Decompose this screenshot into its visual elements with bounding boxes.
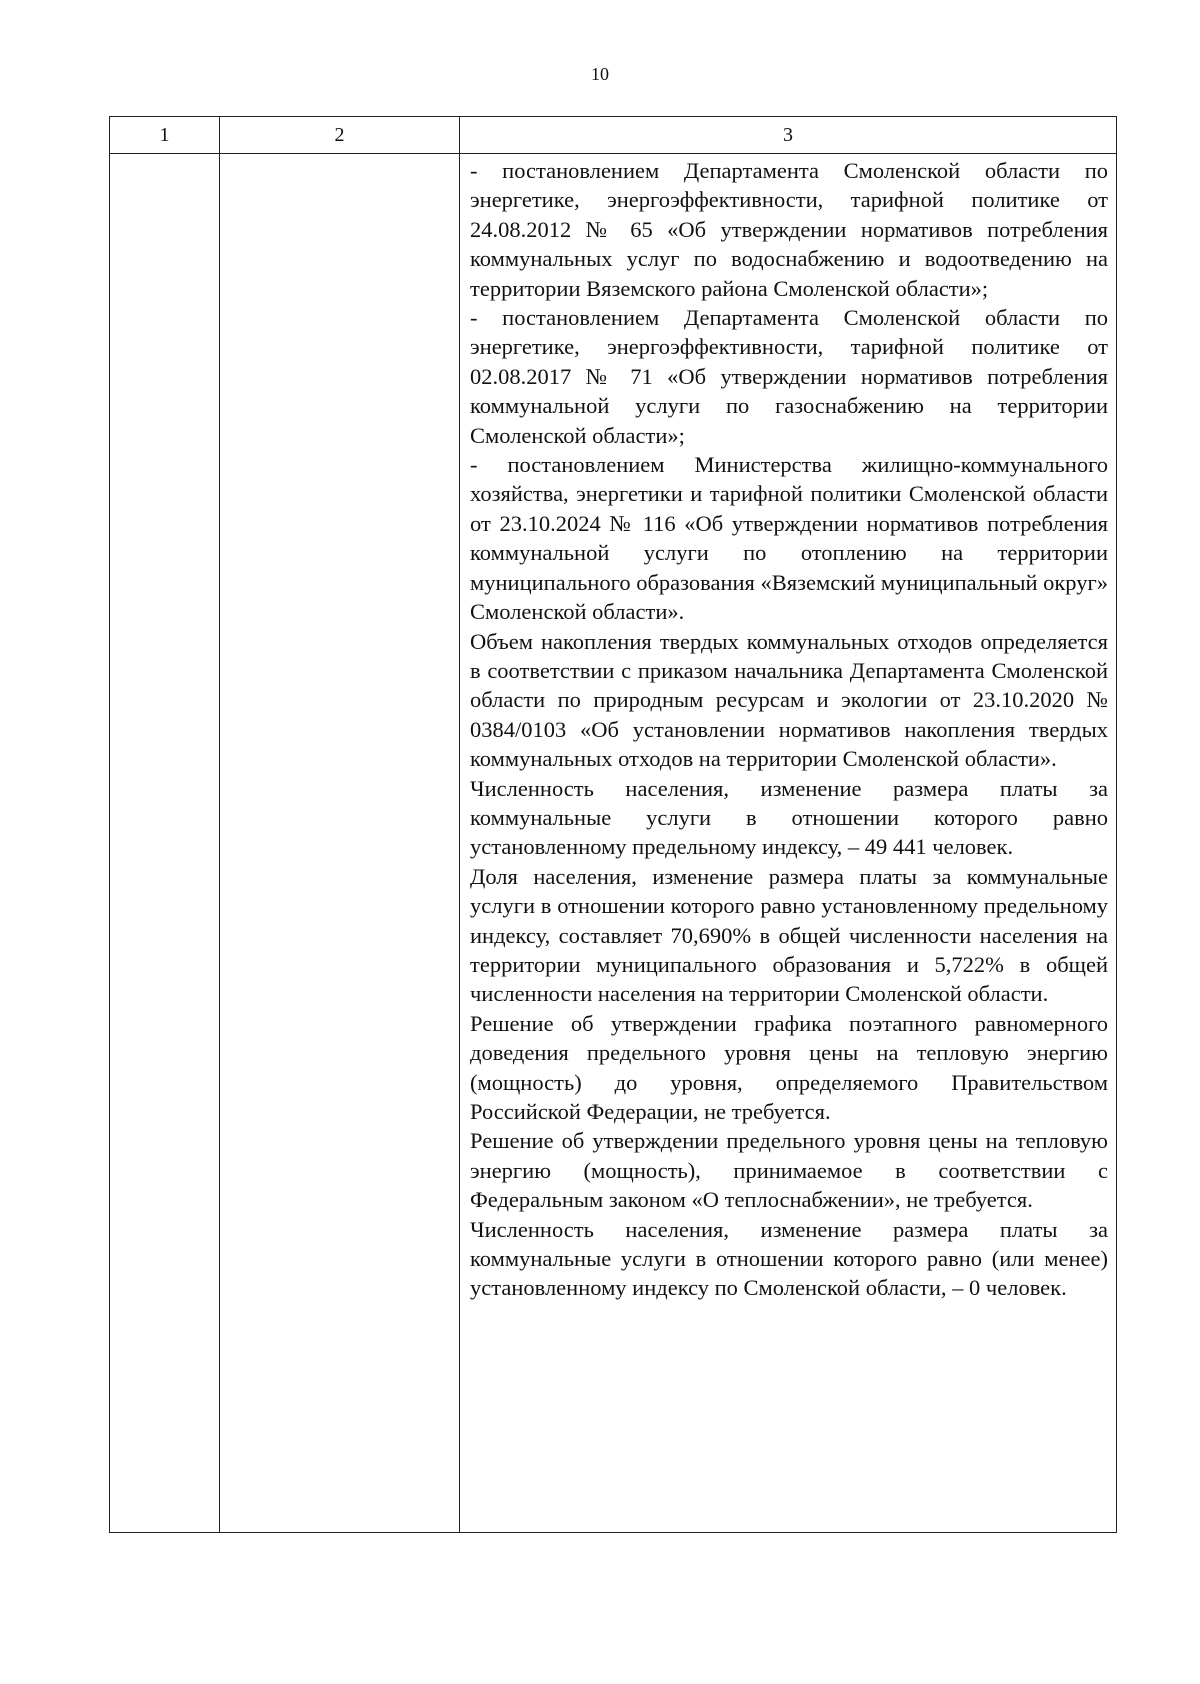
paragraph-resolution-heating: - постановлением Министерства жилищно-коммунального хозяйства, энергетики и тарифной политики Смоленской области от 23.10.2024 № 116 «Об утверждении нормативов потребления коммунальной услуги по отоплению на территории муниципального образования «Вяземский муниципальный округ» Смоленской области». xyxy=(470,452,1108,625)
paragraph-population-share: Доля населения, изменение размера платы за коммунальные услуги в отношении которого равно установленному предельному индексу, составляет 70,690% в общей численности населения на территории муниципального образования и 5,722% в общей численности населения на территории Смоленской области. xyxy=(470,863,1108,1007)
paragraph-heat-price-limit: Решение об утверждении предельного уровня цены на тепловую энергию (мощность), принимаемое в соответствии с Федеральным законом «О теплоснабжении», не требуется. xyxy=(470,1128,1108,1213)
cell-text-content xyxy=(460,154,1116,1303)
paragraph-population-below-index: Численность населения, изменение размера платы за коммунальные услуги в отношении которого равно (или менее) установленному индексу по Смоленской области, – 0 человек. xyxy=(470,1216,1108,1301)
table-header-row xyxy=(110,117,1117,154)
paragraph-resolution-water: - постановлением Департамента Смоленской области по энергетике, энергоэффективности, тарифной политике от 24.08.2012 № 65 «Об утверждении нормативов потребления коммунальных услуг по водоснабжению и водоотведению на территории Вяземского района Смоленской области»; xyxy=(470,158,1108,301)
paragraph-waste-volume: Объем накопления твердых коммунальных отходов определяется в соответствии с приказом начальника Департамента Смоленской области по природным ресурсам и экологии от 23.10.2020 № 0384/0103 «Об установлении нормативов накопления твердых коммунальных отходов на территории Смоленской области». xyxy=(470,628,1108,772)
column-header-3: 3 xyxy=(460,117,1117,154)
column-header-2: 2 xyxy=(220,117,460,154)
page-number: 10 xyxy=(591,64,609,84)
cell-column-1 xyxy=(110,154,220,1533)
column-header-1: 1 xyxy=(110,117,220,154)
paragraph-population-count: Численность населения, изменение размера платы за коммунальные услуги в отношении которого равно установленному предельному индексу, – 49 441 человек. xyxy=(470,775,1108,860)
cell-column-2 xyxy=(220,154,460,1533)
cell-column-3 xyxy=(460,154,1117,1533)
paragraph-heat-price-schedule: Решение об утверждении графика поэтапного равномерного доведения предельного уровня цены на тепловую энергию (мощность) до уровня, определяемого Правительством Российской Федерации, не требуется. xyxy=(470,1010,1108,1124)
table-row xyxy=(110,154,1117,1533)
paragraph-resolution-gas: - постановлением Департамента Смоленской области по энергетике, энергоэффективности, тарифной политике от 02.08.2017 № 71 «Об утверждении нормативов потребления коммунальной услуги по газоснабжению на территории Смоленской области»; xyxy=(470,305,1108,448)
document-table xyxy=(109,116,1117,1533)
